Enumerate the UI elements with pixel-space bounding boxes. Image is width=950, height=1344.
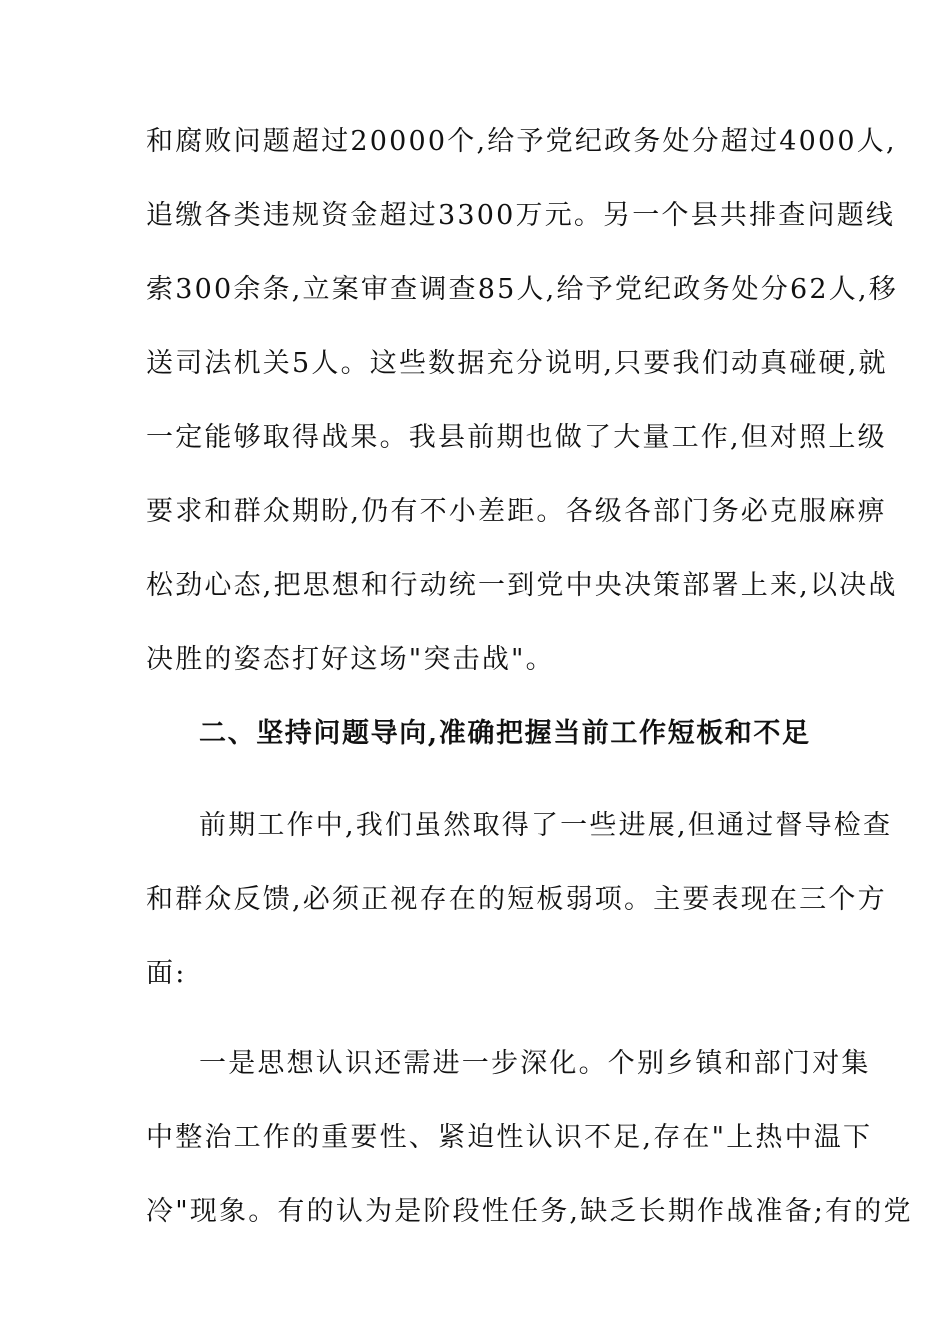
paragraph-2-line-1: 前期工作中,我们虽然取得了一些进展,但通过督导检查	[199, 810, 893, 841]
section-heading: 二、坚持问题导向,准确把握当前工作短板和不足	[199, 718, 811, 749]
paragraph-1-line-8: 决胜的姿态打好这场"突击战"。	[146, 644, 555, 675]
paragraph-1-line-2: 追缴各类违规资金超过3300万元。另一个县共排查问题线	[146, 200, 896, 231]
paragraph-1-line-3: 索300余条,立案审查调查85人,给予党纪政务处分62人,移	[146, 274, 898, 305]
paragraph-2-line-2: 和群众反馈,必须正视存在的短板弱项。主要表现在三个方	[146, 884, 887, 915]
paragraph-1-line-1: 和腐败问题超过20000个,给予党纪政务处分超过4000人,	[146, 126, 897, 157]
paragraph-1-line-4: 送司法机关5人。这些数据充分说明,只要我们动真碰硬,就	[146, 348, 888, 379]
paragraph-1-line-7: 松劲心态,把思想和行动统一到党中央决策部署上来,以决战	[146, 570, 898, 601]
paragraph-1-line-5: 一定能够取得战果。我县前期也做了大量工作,但对照上级	[146, 422, 887, 453]
paragraph-2-line-3: 面:	[146, 958, 187, 989]
paragraph-3-line-3: 冷"现象。有的认为是阶段性任务,缺乏长期作战准备;有的党	[146, 1196, 913, 1227]
paragraph-3-line-1: 一是思想认识还需进一步深化。个别乡镇和部门对集	[199, 1048, 871, 1079]
paragraph-3-line-2: 中整治工作的重要性、紧迫性认识不足,存在"上热中温下	[146, 1122, 873, 1153]
paragraph-1-line-6: 要求和群众期盼,仍有不小差距。各级各部门务必克服麻痹	[146, 496, 887, 527]
